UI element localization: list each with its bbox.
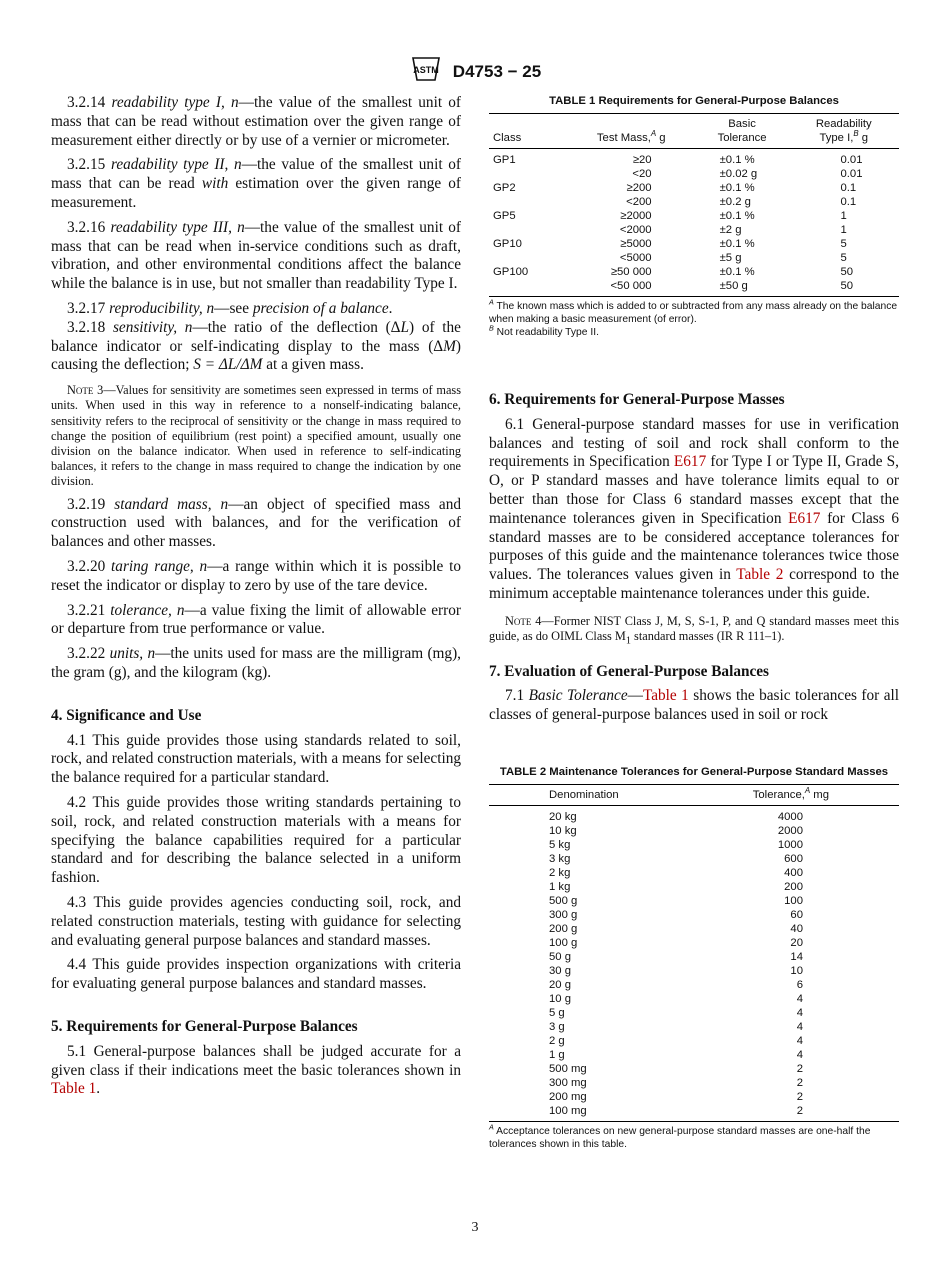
table-2-cell-denomination: 20 g <box>549 979 571 992</box>
table-2-row <box>489 1048 899 1062</box>
table-2-row <box>489 894 899 908</box>
para-3-2-22: 3.2.22 units, n—the units used for mass are the milligram (mg), the gram (g), and the kilogram (kg). <box>51 645 462 681</box>
table-2-row <box>489 824 899 838</box>
table-2-row <box>489 1076 899 1090</box>
table-1-link-2[interactable]: Table 1 <box>642 687 689 705</box>
term-tolerance: tolerance, n <box>110 601 185 619</box>
table-1-cell-readability: 5 <box>840 252 847 264</box>
document-number: D4753 − 25 <box>452 61 542 81</box>
para-4-3: 4.3 This guide provides agencies conducting soil, rock, and related construction materials, testing with guidance for selecting and evaluating general purpose balances and standard masses. <box>51 893 461 949</box>
table-2-cell-denomination: 10 g <box>549 993 571 1006</box>
table-1-cell-tolerance: ±50 g <box>719 280 748 292</box>
table-2-title: TABLE 2 Maintenance Tolerances for General-Purpose Standard Masses <box>499 766 889 779</box>
para-4-1: 4.1 This guide provides those using standards related to soil, rock, and related construction materials, with a means for selecting the balance required for a particular standard. <box>51 731 461 787</box>
table-2-cell-denomination: 2 g <box>549 1035 565 1048</box>
table-1-cell-test-mass: ≥2000 <box>620 210 652 222</box>
table-2-cell-tolerance: 600 <box>784 853 803 866</box>
table-2-row <box>489 950 899 964</box>
table-2-header-tolerance: Tolerance,$^A$ mg <box>682 785 899 806</box>
table-2-cell-denomination: 1 kg <box>549 881 571 894</box>
table-2-row <box>489 1006 899 1020</box>
table-2-cell-denomination: 1 g <box>549 1049 565 1062</box>
table-2-cell-tolerance: 14 <box>790 951 803 964</box>
astm-logo-text: ASTM <box>413 65 439 75</box>
para-3-2-15: 3.2.15 readability type II, n—the value of the smallest unit of mass that can be read with estimation over the given range of measurement. <box>51 156 461 211</box>
table-2-cell-tolerance: 4 <box>796 1021 803 1034</box>
table-2-row <box>489 880 899 894</box>
table-1-header-readability: Readability Type I,$^B$ g <box>789 114 899 149</box>
section-6-heading: 6. Requirements for General-Purpose Masses <box>489 391 785 408</box>
table-2-row <box>489 1020 899 1034</box>
table-2-cell-denomination: 3 g <box>549 1021 565 1034</box>
table-1-row <box>489 149 899 168</box>
term-standard-mass: standard mass, n <box>114 495 229 513</box>
table-2-row <box>489 964 899 978</box>
table-1-cell-tolerance: ±0.2 g <box>719 196 751 208</box>
table-1-cell-test-mass: ≥50 000 <box>610 266 652 278</box>
para-3-2-21: 3.2.21 tolerance, n—a value fixing the limit of allowable error or departure from true performance or value. <box>51 601 461 638</box>
table-1-cell-test-mass: <20 <box>632 168 652 180</box>
table-1-cell-readability: 0.01 <box>840 154 863 166</box>
table-2-cell-denomination: 500 mg <box>549 1063 587 1076</box>
table-2-cell-tolerance: 40 <box>790 923 803 936</box>
table-1-row <box>489 223 899 237</box>
para-3-2-16: 3.2.16 readability type III, n—the value of the smallest unit of mass that can be read when in-service conditions such as draft, vibration, and other environmental conditions affect the balance while the balance is in use, but not smaller than readability Type I. <box>51 218 461 293</box>
table-2-cell-denomination: 50 g <box>549 951 571 964</box>
table-2-cell-denomination: 200 g <box>549 923 578 936</box>
table-2-cell-denomination: 200 mg <box>549 1091 587 1104</box>
table-1-header-basic-tolerance: Basic Tolerance <box>696 114 789 149</box>
table-1-cell-test-mass: <200 <box>626 196 652 208</box>
table-1-cell-test-mass: <5000 <box>619 252 652 264</box>
note-3: Note 3—Values for sensitivity are sometimes seen expressed in terms of mass units. When used in this way in reference to a nonself-indicating balance, sensitivity refers to the reciprocal of sensitivity or the change in mass required to change the position of equilibrium (rest point) a specified amount, usually one division on the balance indicator. When used in reference to self-indicating balances, it refers to the change in mass required to change the indication by one division. <box>51 383 461 489</box>
table-2-header-denomination: Denomination <box>489 785 682 806</box>
table-1-cell-class <box>489 251 550 265</box>
table-2-row <box>489 838 899 852</box>
para-3-2-19: 3.2.19 standard mass, n—an object of specified mass and construction used with balances, and for the verification of balances and other masses. <box>51 495 461 551</box>
table-2-cell-tolerance: 2 <box>796 1077 803 1090</box>
table-2-cell-tolerance: 4 <box>796 1007 803 1020</box>
table-2-cell-tolerance: 1000 <box>777 839 803 852</box>
table-2-footnote-a: $^A$ Acceptance tolerances on new general-purpose standard masses are one-half the tolerances shown in this table. <box>489 1122 871 1151</box>
e617-link-1[interactable]: E617 <box>673 453 707 471</box>
para-5-1: 5.1 General-purpose balances shall be judged accurate for a given class if their indications meet the basic tolerances shown in Table 1. <box>51 1042 461 1098</box>
table-1-cell-tolerance: ±5 g <box>719 252 742 264</box>
table-2-cell-tolerance: 2000 <box>777 825 803 838</box>
term-sensitivity: sensitivity, n <box>112 318 193 336</box>
table-1-row <box>489 195 899 209</box>
section-5-heading: 5. Requirements for General-Purpose Balances <box>51 1017 358 1035</box>
table-1-cell-readability: 1 <box>840 210 847 222</box>
para-3-2-14: 3.2.14 readability type I, n—the value of the smallest unit of mass that can be read without estimation over the given range of measurement either directly or by use of a vernier or micrometer. <box>51 94 462 149</box>
table-2-cell-tolerance: 60 <box>790 909 803 922</box>
table-1-row <box>489 279 899 297</box>
table-1-header-test-mass: Test Mass,$^A$ g <box>550 114 695 149</box>
table-2-cell-denomination: 500 g <box>549 895 578 908</box>
table-2-cell-tolerance: 100 <box>784 895 803 908</box>
astm-logo-icon <box>409 56 443 87</box>
table-1 <box>489 94 899 339</box>
table-1-row <box>489 251 899 265</box>
table-2-cell-tolerance: 20 <box>790 937 803 950</box>
table-2-cell-denomination: 300 mg <box>549 1077 587 1090</box>
table-2-cell-denomination: 3 kg <box>549 853 571 866</box>
table-1-cell-readability: 0.01 <box>840 168 863 180</box>
table-1-cell-tolerance: ±0.1 % <box>719 182 755 194</box>
table-2-cell-tolerance: 200 <box>784 881 803 894</box>
table-1-cell-tolerance: ±0.1 % <box>719 238 755 250</box>
table-1-cell-readability: 5 <box>840 238 847 250</box>
table-2-row <box>489 806 899 825</box>
table-1-cell-tolerance: ±0.1 % <box>719 154 755 166</box>
table-2-cell-denomination: 100 mg <box>549 1105 587 1118</box>
table-2-link[interactable]: Table 2 <box>736 566 784 584</box>
table-1-cell-test-mass: <50 000 <box>610 280 652 292</box>
table-2-cell-tolerance: 4 <box>796 1049 803 1062</box>
table-2-row <box>489 1090 899 1104</box>
para-3-2-17: 3.2.17 reproducibility, n—see precision of a balance. <box>67 299 393 317</box>
table-2-row <box>489 922 899 936</box>
table-1-footnote-b: $^B$ Not readability Type II. <box>489 323 599 338</box>
table-2-cell-denomination: 5 g <box>549 1007 565 1020</box>
table-1-row <box>489 209 899 223</box>
table-2-cell-tolerance: 2 <box>796 1105 803 1118</box>
table-2-row <box>489 1104 899 1122</box>
table-1-cell-tolerance: ±2 g <box>719 224 742 236</box>
table-1-cell-class: GP1 <box>493 154 516 166</box>
table-2-row <box>489 1062 899 1076</box>
table-1-cell-class <box>489 167 550 181</box>
table-1-row <box>489 181 899 195</box>
table-2-cell-tolerance: 400 <box>784 867 803 880</box>
table-1-cell-class <box>489 223 550 237</box>
table-2-row <box>489 908 899 922</box>
table-1-title: TABLE 1 Requirements for General-Purpose Balances <box>549 95 839 107</box>
table-2-row <box>489 866 899 880</box>
table-2-row <box>489 992 899 1006</box>
table-2-cell-denomination: 30 g <box>549 965 571 978</box>
para-3-2-20: 3.2.20 taring range, n—a range within which it is possible to reset the indicator or display to zero by use of the tare device. <box>51 557 461 594</box>
table-2-row <box>489 1034 899 1048</box>
table-1-footnote-a: $^A$ The known mass which is added to or subtracted from any mass already on the balance when making a basic measurement (of error). <box>489 297 898 325</box>
note-4: Note 4—Former NIST Class J, M, S, S-1, P, and Q standard masses meet this guide, as do OIML Class $M_1$ standard masses (IR R 111–1). <box>489 613 899 647</box>
section-4-heading: 4. Significance and Use <box>51 706 202 724</box>
table-1-cell-test-mass: ≥5000 <box>620 238 652 250</box>
table-1-cell-readability: 50 <box>840 280 854 292</box>
table-1-cell-tolerance: ±0.1 % <box>719 210 755 222</box>
table-1-cell-tolerance: ±0.02 g <box>719 168 758 180</box>
table-1-row <box>489 265 899 279</box>
e617-link-2[interactable]: E617 <box>788 509 821 527</box>
table-1-cell-test-mass: ≥20 <box>632 154 652 166</box>
term-reproducibility: reproducibility, n <box>109 299 215 317</box>
table-2-row <box>489 978 899 992</box>
page-header <box>0 56 950 87</box>
table-1-cell-readability: 1 <box>840 224 847 236</box>
para-4-2: 4.2 This guide provides those writing standards pertaining to soil, rock, and related construction materials with a means for specifying the balance capabilities required for a particular standard and for describing the balance selected in a uniform fashion. <box>51 793 461 887</box>
table-2-cell-denomination: 20 kg <box>549 811 577 824</box>
table-1-cell-tolerance: ±0.1 % <box>719 266 755 278</box>
table-2 <box>489 765 899 1151</box>
table-2-cell-tolerance: 2 <box>796 1091 803 1104</box>
para-7-1: 7.1 Basic Tolerance—Table 1 shows the basic tolerances for all classes of general-purpose balances used in soil or rock <box>489 687 899 724</box>
table-1-cell-class <box>489 195 550 209</box>
table-1-row <box>489 167 899 181</box>
table-1-cell-class: GP100 <box>493 266 529 278</box>
para-3-2-18: 3.2.18 sensitivity, n—the ratio of the deflection (ΔL) of the balance indicator or self-indicating display to the mass (ΔM) causing the deflection; S = ΔL/ΔM at a given mass. <box>51 318 461 374</box>
table-1-cell-class <box>489 279 550 297</box>
para-6-1: 6.1 General-purpose standard masses for use in verification balances and testing of soil and rock shall conform to the requirements in Specification E617 for Type I or Type II, Grade S, O, or P standard masses and have tolerance limits equal to or better than those for Class 6 standard masses except that the maintenance tolerances given in Specification E617 for Class 6 standard masses are to be considered acceptance tolerances for purposes of this guide and the maintenance tolerances twice those values. The tolerances values given in Table 2 correspond to the minimum acceptable maintenance tolerances under this guide. <box>489 415 900 602</box>
table-1-cell-readability: 0.1 <box>840 196 857 208</box>
left-column <box>51 94 461 1105</box>
table-1-cell-test-mass: ≥200 <box>626 182 652 194</box>
table-1-cell-readability: 0.1 <box>840 182 857 194</box>
table-2-cell-denomination: 300 g <box>549 909 578 922</box>
table-2-cell-tolerance: 10 <box>790 965 803 978</box>
table-2-row <box>489 936 899 950</box>
table-2-cell-tolerance: 4 <box>796 1035 803 1048</box>
table-1-link[interactable]: Table 1 <box>51 1080 97 1098</box>
table-2-cell-denomination: 100 g <box>549 937 578 950</box>
term-units: units, n <box>109 645 156 663</box>
table-2-cell-denomination: 2 kg <box>549 867 571 880</box>
table-1-cell-test-mass: <2000 <box>619 224 652 236</box>
term-readability-type-ii: readability type II, n <box>110 156 242 174</box>
table-2-cell-tolerance: 2 <box>796 1063 803 1076</box>
table-1-header-class: Class <box>489 114 550 149</box>
para-4-4: 4.4 This guide provides inspection organizations with criteria for evaluating general purpose balances and standard masses. <box>51 956 461 993</box>
table-1-cell-class: GP5 <box>493 210 516 222</box>
table-2-cell-denomination: 5 kg <box>549 839 571 852</box>
table-2-cell-tolerance: 6 <box>796 979 803 992</box>
table-1-cell-readability: 50 <box>840 266 854 278</box>
table-2-row <box>489 852 899 866</box>
table-1-cell-class: GP2 <box>493 182 516 194</box>
table-1-row <box>489 237 899 251</box>
page-number: 3 <box>471 1220 479 1235</box>
table-2-cell-tolerance: 4 <box>796 993 803 1006</box>
table-2-cell-denomination: 10 kg <box>549 825 577 838</box>
table-2-cell-tolerance: 4000 <box>777 811 803 824</box>
term-readability-type-i: readability type I, n <box>111 94 239 111</box>
term-taring-range: taring range, n <box>111 557 208 575</box>
table-1-cell-class: GP10 <box>493 238 522 250</box>
section-7-heading: 7. Evaluation of General-Purpose Balances <box>489 662 770 680</box>
right-column <box>489 94 899 1151</box>
term-readability-type-iii: readability type III, n <box>110 218 245 236</box>
